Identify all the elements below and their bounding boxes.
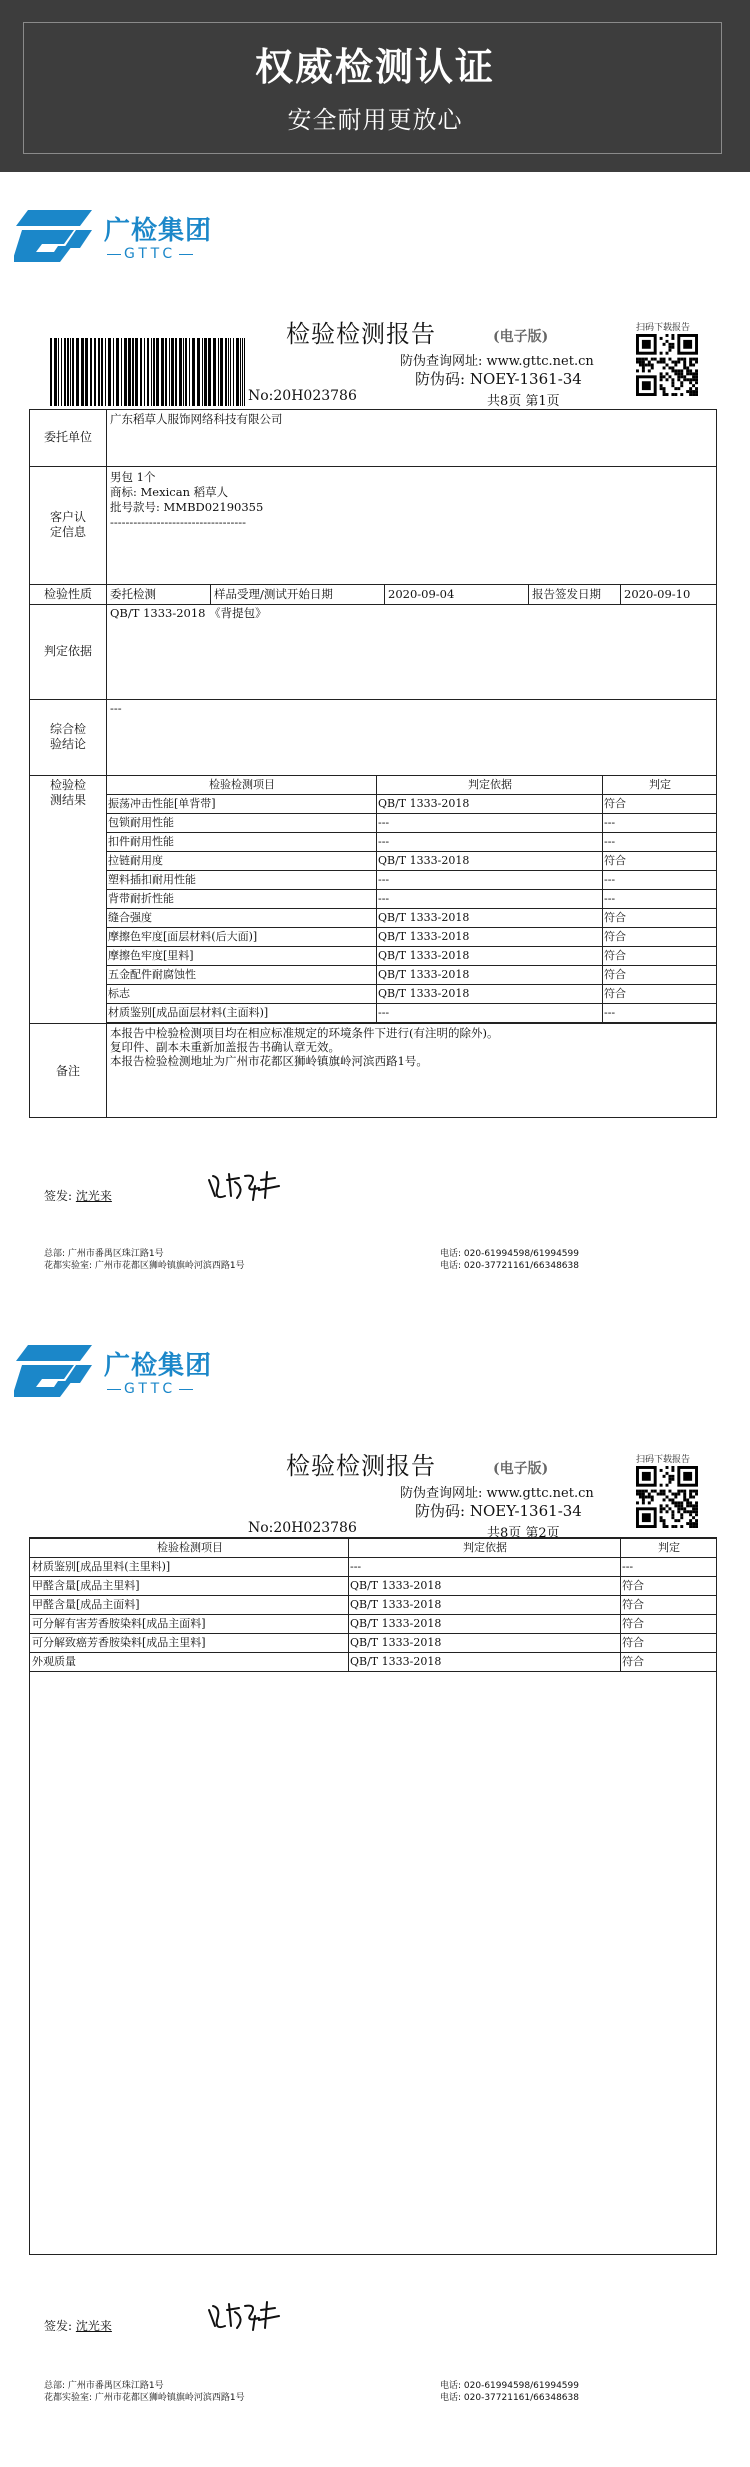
result-verdict-cell: --- xyxy=(604,892,616,905)
report-table-page1 xyxy=(29,409,717,1118)
result-basis-cell: QB/T 1333-2018 xyxy=(378,949,470,962)
result-item-cell: 摩擦色牢度[里料] xyxy=(108,949,194,962)
report-title: 检验检测报告 xyxy=(286,1452,436,1480)
electronic-version-label: (电子版) xyxy=(493,329,549,345)
verify-code: 防伪码: NOEY-1361-34 xyxy=(415,370,582,388)
result-basis-cell: QB/T 1333-2018 xyxy=(378,911,470,924)
verify-url: 防伪查询网址: www.gttc.net.cn xyxy=(400,1486,594,1501)
handwritten-signature xyxy=(205,1166,285,1206)
result-basis-cell: --- xyxy=(378,816,390,829)
result-basis-cell: QB/T 1333-2018 xyxy=(378,968,470,981)
result-basis-cell: --- xyxy=(378,835,390,848)
result-basis-cell: QB/T 1333-2018 xyxy=(350,1655,442,1668)
result-verdict-cell: 符合 xyxy=(622,1655,644,1668)
result-basis-cell: QB/T 1333-2018 xyxy=(350,1579,442,1592)
result-item-cell: 振荡冲击性能[单背带] xyxy=(108,797,216,810)
result-verdict-cell: 符合 xyxy=(604,949,626,962)
report-number: No:20H023786 xyxy=(248,388,357,404)
signature-label: 签发: xyxy=(44,1189,73,1203)
result-basis-cell: QB/T 1333-2018 xyxy=(378,854,470,867)
footer-hq: 总部: 广州市番禺区珠江路1号 xyxy=(44,2381,164,2391)
result-verdict-cell: 符合 xyxy=(622,1636,644,1649)
result-item-cell: 扣件耐用性能 xyxy=(108,835,174,848)
signature-block xyxy=(44,2317,112,2334)
result-verdict-cell: 符合 xyxy=(604,968,626,981)
client-value: 广东稻草人服饰网络科技有限公司 xyxy=(110,412,283,426)
result-item-cell: 背带耐折性能 xyxy=(108,892,174,905)
footer-lab: 花都实验室: 广州市花都区狮岭镇旗岭河滨西路1号 xyxy=(44,2393,245,2403)
results-header-basis: 判定依据 xyxy=(468,778,512,791)
qr-code-icon[interactable] xyxy=(636,334,698,396)
footer-lab: 花都实验室: 广州市花都区狮岭镇旗岭河滨西路1号 xyxy=(44,1261,245,1271)
result-basis-cell: QB/T 1333-2018 xyxy=(378,987,470,1000)
results-header-verdict: 判定 xyxy=(649,778,671,791)
footer-phones xyxy=(440,1248,579,1272)
footer-tel2: 电话: 020-37721161/66348638 xyxy=(440,2393,579,2403)
handwritten-signature xyxy=(205,2296,285,2336)
result-verdict-cell: --- xyxy=(604,873,616,886)
result-verdict-cell: 符合 xyxy=(604,911,626,924)
conclusion-label: 综合检验结论 xyxy=(49,722,86,751)
page-number: 共8页 第1页 xyxy=(487,394,560,409)
result-basis-cell: --- xyxy=(350,1560,362,1573)
remarks-text xyxy=(110,1026,498,1068)
page-number: 共8页 第2页 xyxy=(487,1526,560,1541)
signature-label: 签发: xyxy=(44,2319,73,2333)
client-label: 委托单位 xyxy=(43,430,92,444)
report-number: No:20H023786 xyxy=(248,1520,357,1536)
result-verdict-cell: 符合 xyxy=(622,1579,644,1592)
verify-url: 防伪查询网址: www.gttc.net.cn xyxy=(400,354,594,369)
footer-tel1: 电话: 020-61994598/61994599 xyxy=(440,1249,579,1259)
result-basis-cell: --- xyxy=(378,873,390,886)
remark-line: 本报告检验检测地址为广州市花都区狮岭镇旗岭河滨西路1号。 xyxy=(110,1054,428,1068)
result-item-cell: 可分解有害芳香胺染料[成品主面料] xyxy=(32,1617,206,1630)
qr-download-label: 扫码下载报告 xyxy=(636,1455,691,1465)
banner-title: 权威检测认证 xyxy=(254,45,495,89)
result-basis-cell: QB/T 1333-2018 xyxy=(350,1598,442,1611)
result-item-cell: 可分解致癌芳香胺染料[成品主里料] xyxy=(32,1636,206,1649)
result-item-cell: 包锁耐用性能 xyxy=(108,816,174,829)
footer-tel2: 电话: 020-37721161/66348638 xyxy=(440,1261,579,1271)
results-header-item: 检验检测项目 xyxy=(209,778,275,791)
qr-download-label: 扫码下载报告 xyxy=(636,323,691,333)
result-verdict-cell: 符合 xyxy=(604,930,626,943)
sample-date-value: 2020-09-04 xyxy=(388,587,455,601)
result-verdict-cell: --- xyxy=(604,816,616,829)
logo-chinese-name: 广检集团 xyxy=(104,216,213,246)
result-item-cell: 五金配件耐腐蚀性 xyxy=(108,968,196,981)
footer-hq: 总部: 广州市番禺区珠江路1号 xyxy=(44,1249,164,1259)
result-item-cell: 摩擦色牢度[面层材料(后大面)] xyxy=(108,930,258,943)
result-verdict-cell: 符合 xyxy=(622,1617,644,1630)
signer-name: 沈光来 xyxy=(75,1189,112,1203)
basis-label: 判定依据 xyxy=(43,644,92,658)
footer-phones xyxy=(440,2380,579,2404)
gttc-logo xyxy=(14,208,234,268)
footer-addresses xyxy=(44,2380,245,2404)
remarks-label: 备注 xyxy=(55,1064,80,1078)
footer-addresses xyxy=(44,1248,245,1272)
gttc-logo-mark xyxy=(14,1343,94,1399)
basis-value: QB/T 1333-2018 《背提包》 xyxy=(110,606,267,620)
result-item-cell: 甲醛含量[成品主里料] xyxy=(32,1579,140,1592)
logo-english-name: GTTC xyxy=(104,1381,196,1397)
report-table-page2 xyxy=(29,1537,717,2255)
result-basis-cell: --- xyxy=(378,1006,390,1019)
inspect-type-value: 委托检测 xyxy=(110,587,156,601)
result-verdict-cell: 符合 xyxy=(604,854,626,867)
sample-info-lines xyxy=(110,470,263,530)
verify-code: 防伪码: NOEY-1361-34 xyxy=(415,1502,582,1520)
result-verdict-cell: --- xyxy=(604,1006,616,1019)
footer-tel1: 电话: 020-61994598/61994599 xyxy=(440,2381,579,2391)
signature-block xyxy=(44,1187,112,1204)
result-basis-cell: QB/T 1333-2018 xyxy=(350,1617,442,1630)
result-basis-cell: QB/T 1333-2018 xyxy=(350,1636,442,1649)
report-title: 检验检测报告 xyxy=(286,320,436,348)
result-item-cell: 拉链耐用度 xyxy=(108,854,163,867)
issue-date-value: 2020-09-10 xyxy=(624,587,691,601)
results-header-item: 检验检测项目 xyxy=(157,1541,223,1554)
result-item-cell: 塑料插扣耐用性能 xyxy=(108,873,196,886)
result-item-cell: 标志 xyxy=(108,987,130,1000)
result-verdict-cell: --- xyxy=(622,1560,634,1573)
result-item-cell: 外观质量 xyxy=(32,1655,76,1668)
signer-name: 沈光来 xyxy=(75,2319,112,2333)
result-item-cell: 缝合强度 xyxy=(108,911,152,924)
sample-line: 商标: Mexican 稻草人 xyxy=(110,485,229,499)
sample-line: 男包 1个 xyxy=(110,470,156,484)
result-basis-cell: QB/T 1333-2018 xyxy=(378,797,470,810)
results-label: 检验检测结果 xyxy=(49,778,86,807)
sample-line: 批号款号: MMBD02190355 xyxy=(110,500,264,514)
result-basis-cell: QB/T 1333-2018 xyxy=(378,930,470,943)
results-header-basis: 判定依据 xyxy=(463,1541,507,1554)
remark-line: 本报告中检验检测项目均在相应标准规定的环境条件下进行(有注明的除外)。 xyxy=(110,1026,499,1040)
result-item-cell: 材质鉴别[成品里料(主里料)] xyxy=(32,1560,171,1573)
results-header-verdict: 判定 xyxy=(658,1541,680,1554)
sample-line: ----------------------------------- xyxy=(110,515,247,529)
result-basis-cell: --- xyxy=(378,892,390,905)
logo-english-name: GTTC xyxy=(104,246,196,262)
electronic-version-label: (电子版) xyxy=(493,1461,549,1477)
result-item-cell: 甲醛含量[成品主面料] xyxy=(32,1598,140,1611)
result-verdict-cell: 符合 xyxy=(622,1598,644,1611)
sample-info-label: 客户认定信息 xyxy=(49,510,86,539)
issue-date-label: 报告签发日期 xyxy=(532,587,601,601)
logo-chinese-name: 广检集团 xyxy=(104,1351,213,1381)
result-item-cell: 材质鉴别[成品面层材料(主面料)] xyxy=(108,1006,269,1019)
sample-date-label: 样品受理/测试开始日期 xyxy=(214,587,333,601)
qr-code-icon[interactable] xyxy=(636,1466,698,1528)
remark-line: 复印件、副本未重新加盖报告书确认章无效。 xyxy=(110,1040,340,1054)
conclusion-value: --- xyxy=(110,701,122,715)
top-banner xyxy=(0,0,750,172)
barcode-icon xyxy=(50,338,250,406)
gttc-logo xyxy=(14,1343,234,1403)
inspect-type-label: 检验性质 xyxy=(43,587,92,601)
gttc-logo-mark xyxy=(14,208,94,264)
result-verdict-cell: 符合 xyxy=(604,797,626,810)
result-verdict-cell: 符合 xyxy=(604,987,626,1000)
banner-subtitle: 安全耐用更放心 xyxy=(287,106,463,134)
result-verdict-cell: --- xyxy=(604,835,616,848)
